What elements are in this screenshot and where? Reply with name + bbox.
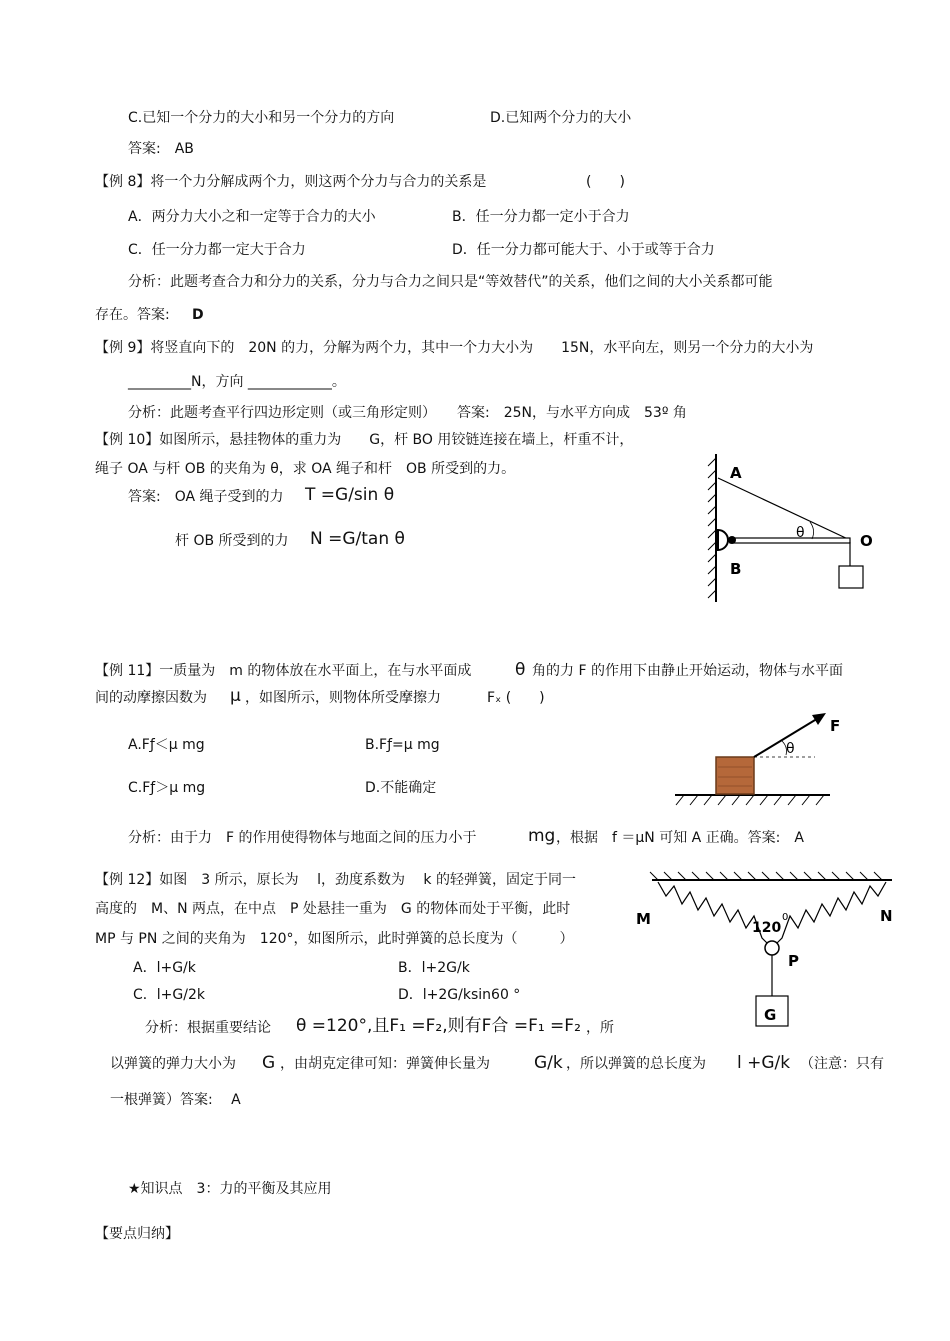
q10-stem-line2: 绳子 OA 与杆 OB 的夹角为 θ，求 OA 绳子和杆 OB 所受到的力。 xyxy=(95,461,516,477)
q8-stem: 【例 8】将一个力分解成两个力，则这两个分力与合力的关系是 xyxy=(95,174,487,190)
section-title: ★知识点 3：力的平衡及其应用 xyxy=(128,1181,332,1197)
q11-mg: mg xyxy=(528,826,556,846)
q12-analysis-2b: ，由胡克定律可知：弹簧伸长量为 xyxy=(280,1056,490,1072)
q11-theta: θ xyxy=(515,660,526,680)
q9-stem: 【例 9】将竖直向下的 20N 的力，分解为两个力，其中一个力大小为 15N，水平向左，则另一个分力的大小为 xyxy=(95,340,814,356)
q12-analysis-1a: 分析：根据重要结论 xyxy=(145,1020,271,1036)
label-angle: 120 xyxy=(752,920,782,936)
q12-stem-line2: 高度的 M、N 两点，在中点 P 处悬挂一重为 G 的物体而处于平衡，此时 xyxy=(95,901,571,917)
q11-stem-line2b: ，如图所示，则物体所受摩擦力 xyxy=(245,690,441,706)
q11-stem-line2a: 间的动摩擦因数为 xyxy=(95,690,207,706)
q11-stem-line1b: 角的力 F 的作用下由静止开始运动，物体与水平面 xyxy=(532,663,843,679)
section-subtitle: 【要点归纳】 xyxy=(95,1226,179,1242)
q12-option-b: B．l+2G/k xyxy=(398,960,470,976)
q12-stem-line1: 【例 12】如图 3 所示，原长为 l，劲度系数为 k 的轻弹簧，固定于同一 xyxy=(95,872,576,888)
q11-option-d: D.不能确定 xyxy=(365,780,437,796)
wooden-block xyxy=(716,757,754,794)
q8-paren: ( ) xyxy=(586,174,625,190)
q11-option-a: A.Fƒ＜μ mg xyxy=(128,737,205,753)
q8-answer: D xyxy=(192,307,204,323)
q12-analysis-2d: （注意：只有 xyxy=(800,1056,884,1072)
label-g: G xyxy=(764,1006,777,1024)
q12-analysis-1b: ，所 xyxy=(586,1020,614,1036)
label-degree: 0 xyxy=(782,912,789,923)
q11-ff: Fₓ ( ) xyxy=(487,690,545,706)
q12-lgk: l +G/k xyxy=(737,1053,791,1073)
q8-option-c: C．任一分力都一定大于合力 xyxy=(128,242,306,258)
q11-analysis-a: 分析：由于力 F 的作用使得物体与地面之间的压力小于 xyxy=(128,830,477,846)
q11-analysis-b: ，根据 f ＝μN 可知 A 正确。答案: A xyxy=(556,830,804,846)
q10-formula-tension: T =G/sin θ xyxy=(305,485,395,505)
q12-figure xyxy=(630,866,900,1036)
label-theta: θ xyxy=(786,741,795,757)
label-o: O xyxy=(860,532,873,550)
q8-option-d: D．任一分力都可能大于、小于或等于合力 xyxy=(452,242,715,258)
q9-blank: _________N，方向 ____________。 xyxy=(128,374,346,390)
rod-ob xyxy=(730,538,850,543)
label-p: P xyxy=(788,952,799,970)
rope-oa xyxy=(718,478,850,540)
label-m: M xyxy=(636,910,651,928)
q7-answer: 答案: AB xyxy=(128,141,194,157)
q7-option-c: C.已知一个分力的大小和另一个分力的方向 xyxy=(128,110,395,126)
q10-formula-rod: N =G/tan θ xyxy=(310,529,405,549)
q12-analysis-3: 一根弹簧）答案: A xyxy=(110,1092,241,1108)
q10-answer-line1: 答案: OA 绳子受到的力 xyxy=(128,489,284,505)
q12-option-c: C．l+G/2k xyxy=(133,987,205,1003)
q12-option-a: A．l+G/k xyxy=(133,960,196,976)
q12-option-d: D．l+2G/ksin60 ° xyxy=(398,987,521,1003)
q12-g: G xyxy=(262,1053,276,1073)
q10-figure xyxy=(700,450,900,610)
q8-option-b: B．任一分力都一定小于合力 xyxy=(452,209,630,225)
q9-analysis: 分析：此题考查平行四边形定则（或三角形定则） 答案: 25N，与水平方向成 53º 角 xyxy=(128,405,687,421)
wall-hatching xyxy=(708,454,716,602)
q8-option-a: A．两分力大小之和一定等于合力的大小 xyxy=(128,209,376,225)
label-theta: θ xyxy=(796,525,805,541)
weight-box xyxy=(839,566,863,588)
q11-option-b: B.Fƒ=μ mg xyxy=(365,737,440,753)
q8-analysis-line1: 分析：此题考查合力和分力的关系，分力与合力之间只是“等效替代”的关系，他们之间的大小关系都可能 xyxy=(128,274,773,290)
q11-figure xyxy=(670,705,840,815)
q11-mu: μ xyxy=(230,686,241,706)
pulley-p xyxy=(765,941,779,955)
q12-analysis-2c: ，所以弹簧的总长度为 xyxy=(566,1056,706,1072)
q11-stem-line1a: 【例 11】一质量为 m 的物体放在水平面上，在与水平面成 xyxy=(95,663,472,679)
label-n: N xyxy=(880,907,893,925)
q8-analysis-line2: 存在。答案: xyxy=(95,307,170,323)
label-b: B xyxy=(730,560,742,578)
q10-answer-line2: 杆 OB 所受到的力 xyxy=(175,533,289,549)
spring-pn xyxy=(776,882,886,944)
q11-option-c: C.Fƒ＞μ mg xyxy=(128,780,206,796)
q12-analysis-2a: 以弹簧的弹力大小为 xyxy=(110,1056,236,1072)
q10-stem-line1: 【例 10】如图所示，悬挂物体的重力为 G，杆 BO 用铰链连接在墙上，杆重不计， xyxy=(95,432,634,448)
q12-formula: θ =120°,且F₁ =F₂,则有F合 =F₁ =F₂ xyxy=(296,1016,581,1036)
q12-gk: G/k xyxy=(534,1053,563,1073)
q12-stem-line3: MP 与 PN 之间的夹角为 120°，如图所示，此时弹簧的总长度为（ ） xyxy=(95,931,574,947)
ceiling-hatching xyxy=(650,872,882,880)
label-f: F xyxy=(830,717,841,735)
q7-option-d: D.已知两个分力的大小 xyxy=(490,110,632,126)
label-a: A xyxy=(730,464,742,482)
ground-hatching xyxy=(676,795,824,805)
hinge-b xyxy=(718,530,728,550)
